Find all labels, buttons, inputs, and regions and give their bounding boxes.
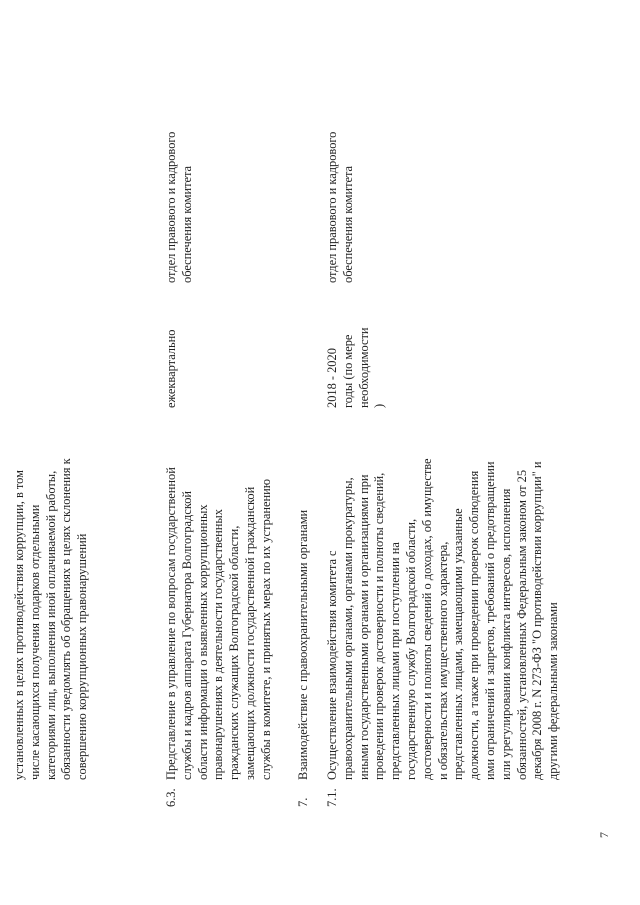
term-line: годы (по мере bbox=[340, 334, 355, 408]
row-number: 6.3. bbox=[164, 788, 178, 807]
page-number: 7 bbox=[597, 832, 611, 838]
section-heading: Взаимодействие с правоохранительными органами bbox=[296, 509, 310, 780]
row-term bbox=[164, 328, 180, 408]
text-line: проведении проверок достоверности и полноты сведений, bbox=[372, 472, 387, 780]
text-line: или урегулировании конфликта интересов, исполнения bbox=[498, 488, 513, 780]
responsible-line: отдел правового и кадрового bbox=[325, 131, 339, 283]
row-text bbox=[12, 458, 91, 780]
text-line: обязанности уведомлять об обращениях в целях склонения к bbox=[59, 458, 74, 780]
text-line: ими ограничений и запретов, требований о предотвращении bbox=[482, 461, 497, 780]
row-responsible bbox=[164, 73, 196, 283]
text-line: правонарушениях в деятельности государственных bbox=[211, 509, 226, 780]
text-line: другими федеральными законами bbox=[546, 602, 561, 780]
text-line: правоохранительными органами, органами прокуратуры, bbox=[340, 477, 355, 780]
text-line: службы и кадров аппарата Губернатора Волгоградской bbox=[179, 490, 194, 780]
row-text bbox=[325, 458, 562, 780]
row-responsible bbox=[325, 73, 357, 283]
text-line: должности, а также при проведении проверок соблюдения bbox=[467, 470, 482, 780]
text-line: достоверности и полноты сведений о доходах, об имуществе bbox=[419, 458, 434, 780]
text-line: представленных лицами при поступлении на bbox=[388, 542, 403, 780]
text-line: замещающих должности государственной гражданской bbox=[242, 486, 257, 780]
term-line: 2018 - 2020 bbox=[325, 348, 339, 408]
term-line: необходимости bbox=[356, 327, 371, 408]
text-line: области информации о выявленных коррупционных bbox=[195, 504, 210, 780]
row-term bbox=[325, 328, 388, 408]
text-line: обязанностей, установленных Федеральным законом от 25 bbox=[514, 469, 529, 780]
text-line: Осуществление взаимодействия комитета с bbox=[325, 550, 339, 780]
text-line: государственную службу Волгоградской области, bbox=[403, 518, 418, 780]
text-line: службы в комитете, и принятых мерах по их устранению bbox=[258, 479, 273, 780]
text-line: декабря 2008 г. N 273-ФЗ "О противодействии коррупции" и bbox=[530, 461, 545, 780]
responsible-line: отдел правового и кадрового bbox=[164, 131, 178, 283]
term-line: ежеквартально bbox=[164, 329, 178, 408]
row-number: 7.1. bbox=[325, 788, 339, 807]
text-line: числе касающихся получения подарков отдельными bbox=[27, 504, 42, 780]
text-line: категориями лиц, выполнения иной оплачиваемой работы, bbox=[43, 470, 58, 780]
text-line: представленных лицами, замещающими указанные bbox=[451, 508, 466, 780]
text-line: установленных в целях противодействия коррупции, в том bbox=[12, 470, 26, 780]
row-number: 7. bbox=[296, 797, 310, 807]
text-line: Представление в управление по вопросам государственной bbox=[164, 467, 178, 780]
responsible-line: обеспечения комитета bbox=[179, 165, 194, 283]
text-line: иными государственными органами и организациями при bbox=[356, 474, 371, 780]
term-line: ) bbox=[372, 403, 387, 408]
responsible-line: обеспечения комитета bbox=[340, 165, 355, 283]
text-line: и обязательствах имущественного характера, bbox=[435, 541, 450, 780]
text-line: совершению коррупционных правонарушений bbox=[75, 533, 90, 780]
text-line: гражданских служащих Волгоградской области, bbox=[227, 525, 242, 780]
row-text bbox=[296, 470, 312, 780]
row-text bbox=[164, 467, 275, 780]
